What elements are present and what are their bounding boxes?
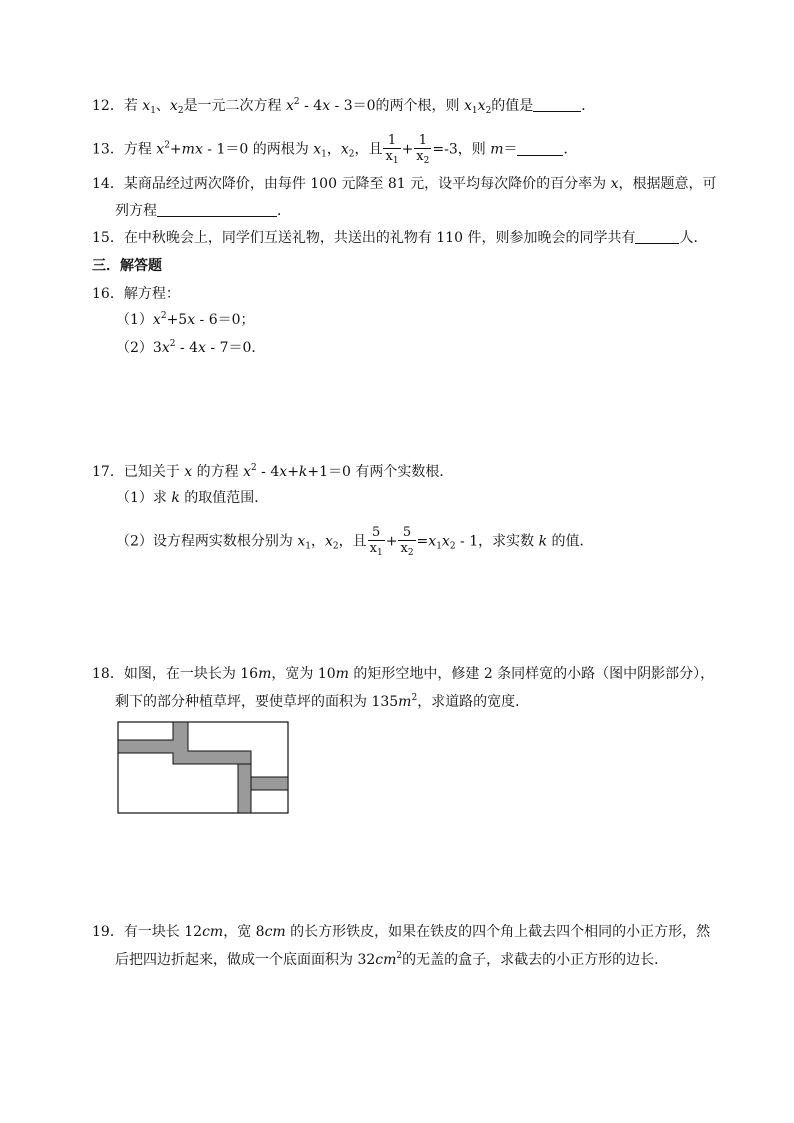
field-outline (118, 722, 288, 813)
question-16-part-2: $(2)3x^2 - 4x - 7=0$． (116, 339, 266, 356)
fraction-5-over-x2: $\frac{5}{x_2}$ (400, 525, 414, 558)
question-18-line-1: 18．如图，在一块长为 16m，宽为 10m 的矩形空地中，修建 2 条同样宽的小路（图中阴影部分）， (92, 666, 715, 682)
question-17-part-1: （1）求 k 的取值范围． (116, 490, 269, 506)
answer-blank-13[interactable] (517, 141, 563, 156)
question-16: 16．解方程： (92, 286, 180, 302)
question-13: 13．方程 $x^2+mx - 1=0$ 的两根为 $x_1$，$x_2$，且 $\frac{1}{x_1}$ + $\frac{1}{x_2}$ =-3，则 m＝ ． (92, 133, 578, 166)
question-14-line-2: 列方程 ． (115, 203, 291, 219)
section-heading: 三．解答题 (92, 258, 162, 274)
vertical-path-shaded (238, 764, 251, 813)
answer-blank-12[interactable] (533, 97, 581, 112)
field-with-paths-figure (117, 721, 290, 815)
question-14-line-1: 14．某商品经过两次降价，由每件 100 元降至 81 元，设平均每次降价的百分率为 x，根据题意，可 (92, 176, 717, 192)
question-19-line-1: 19．有一块长 12cm，宽 8cm 的长方形铁皮，如果在铁皮的四个角上截去四个相同的小正方形，然 (92, 924, 711, 940)
question-12: 12．若 $x_1$、$x_2$是一元二次方程 $x^2 - 4x - 3=0$的两个根，则 $x_1x_2$的值是 ． (92, 97, 596, 116)
question-16-part-1: $(1)x^2+5x - 6=0$； (116, 311, 255, 328)
question-17: 17．已知关于 x 的方程 $x^2 - 4x+k+1=0$ 有两个实数根． (92, 463, 454, 480)
question-15: 15．在中秋晚会上，同学们互送礼物，共送出的礼物有 110 件，则参加晚会的同学共有 人． (92, 230, 708, 246)
fraction-1-over-x1: $\frac{1}{x_1}$ (385, 133, 399, 166)
question-19-line-2: 后把四边折起来，做成一个底面面积为 $32cm^2$的无盖的盒子，求截去的小正方形的边长． (115, 951, 669, 968)
question-18-line-2: 剩下的部分种植草坪，要使草坪的面积为 $135m^2$，求道路的宽度． (115, 693, 530, 710)
fraction-1-over-x2: $\frac{1}{x_2}$ (416, 133, 430, 166)
question-17-part-2: （2）设方程两实数根分别为 $x_1$，$x_2$，且 $\frac{5}{x_1}$ + $\frac{5}{x_2}$ $=x_1x_2 - 1$，求实数 k 的值． (116, 525, 594, 558)
answer-blank-14[interactable] (157, 202, 277, 217)
fraction-5-over-x1: $\frac{5}{x_1}$ (369, 525, 383, 558)
answer-blank-15[interactable] (635, 229, 679, 244)
